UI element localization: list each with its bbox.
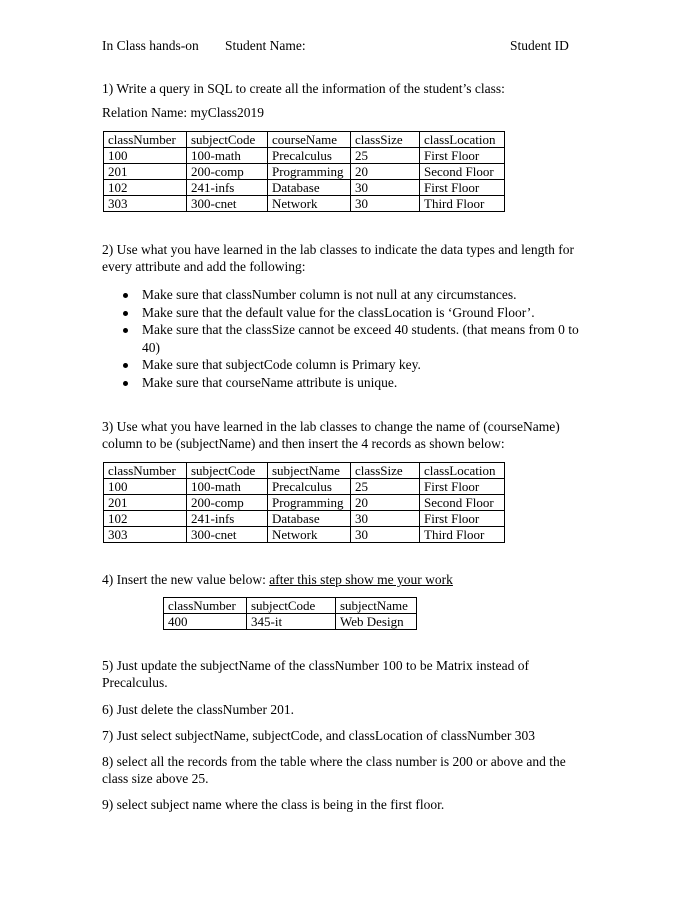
column-header: courseName bbox=[268, 132, 351, 148]
q1-relation-name: Relation Name: myClass2019 bbox=[102, 105, 264, 120]
table-cell: 200-comp bbox=[187, 164, 268, 180]
q4-table bbox=[163, 597, 417, 630]
column-header: subjectName bbox=[268, 463, 351, 479]
q3-text: 3) Use what you have learned in the lab classes to change the name of (courseName) column to be (subjectName) and then insert the 4 records as shown below: bbox=[102, 419, 560, 451]
q1-table bbox=[103, 131, 505, 212]
table-cell: First Floor bbox=[420, 511, 505, 527]
table-cell: First Floor bbox=[420, 180, 505, 196]
table-cell: 400 bbox=[164, 614, 247, 630]
table-cell: 30 bbox=[351, 196, 420, 212]
table-cell: 100-math bbox=[187, 148, 268, 164]
table-cell: 25 bbox=[351, 148, 420, 164]
table-cell: Second Floor bbox=[420, 495, 505, 511]
table-cell: 201 bbox=[104, 164, 187, 180]
table-cell: Precalculus bbox=[268, 479, 351, 495]
table-cell: 102 bbox=[104, 511, 187, 527]
table-cell: Network bbox=[268, 527, 351, 543]
table-cell: 30 bbox=[351, 180, 420, 196]
q4-text bbox=[102, 572, 453, 588]
table-cell: 100 bbox=[104, 479, 187, 495]
column-header: classSize bbox=[351, 463, 420, 479]
table-cell: Network bbox=[268, 196, 351, 212]
table-cell: 30 bbox=[351, 511, 420, 527]
table-row bbox=[104, 196, 505, 212]
table-cell: 200-comp bbox=[187, 495, 268, 511]
table-cell: Precalculus bbox=[268, 148, 351, 164]
q9-text: 9) select subject name where the class is being in the first floor. bbox=[102, 797, 445, 812]
q8-text: 8) select all the records from the table where the class number is 200 or above and the class size above 25. bbox=[102, 754, 566, 786]
q7-text: 7) Just select subjectName, subjectCode, and classLocation of classNumber 303 bbox=[102, 728, 536, 743]
table-cell: 100-math bbox=[187, 479, 268, 495]
table-row bbox=[104, 479, 505, 495]
table-row bbox=[104, 495, 505, 511]
table-cell: 300-cnet bbox=[187, 196, 268, 212]
list-item: Make sure that courseName attribute is unique. bbox=[120, 374, 600, 392]
table-row bbox=[164, 614, 417, 630]
table-cell: 303 bbox=[104, 196, 187, 212]
list-item: Make sure that subjectCode column is Primary key. bbox=[120, 356, 600, 374]
table-cell: Third Floor bbox=[420, 527, 505, 543]
table-cell: First Floor bbox=[420, 148, 505, 164]
table-cell: 241-infs bbox=[187, 180, 268, 196]
column-header: subjectCode bbox=[187, 463, 268, 479]
table-cell: Programming bbox=[268, 495, 351, 511]
table-cell: 303 bbox=[104, 527, 187, 543]
header-course: In Class hands-on bbox=[102, 38, 199, 53]
header-student-id: Student ID bbox=[510, 38, 569, 53]
column-header: classNumber bbox=[104, 463, 187, 479]
table-cell: 100 bbox=[104, 148, 187, 164]
header-student-name: Student Name: bbox=[225, 38, 306, 53]
table-cell: Programming bbox=[268, 164, 351, 180]
column-header: classNumber bbox=[104, 132, 187, 148]
table-row bbox=[104, 527, 505, 543]
q4-instruction: 4) Insert the new value below: bbox=[102, 572, 270, 587]
table-cell: 20 bbox=[351, 495, 420, 511]
table-cell: 241-infs bbox=[187, 511, 268, 527]
table-cell: 20 bbox=[351, 164, 420, 180]
table-header-row bbox=[104, 132, 505, 148]
table-row bbox=[104, 511, 505, 527]
table-cell: Database bbox=[268, 511, 351, 527]
q5-text: 5) Just update the subjectName of the classNumber 100 to be Matrix instead of Precalculus. bbox=[102, 658, 530, 690]
q3-table bbox=[103, 462, 505, 543]
table-row bbox=[104, 148, 505, 164]
table-row bbox=[104, 180, 505, 196]
table-cell: Database bbox=[268, 180, 351, 196]
table-cell: Third Floor bbox=[420, 196, 505, 212]
q2-bullet-list bbox=[120, 286, 600, 391]
column-header: classNumber bbox=[164, 598, 247, 614]
table-header-row bbox=[104, 463, 505, 479]
table-row bbox=[104, 164, 505, 180]
table-header-row bbox=[164, 598, 417, 614]
column-header: subjectName bbox=[336, 598, 417, 614]
column-header: subjectCode bbox=[187, 132, 268, 148]
table-cell: 102 bbox=[104, 180, 187, 196]
column-header: classLocation bbox=[420, 463, 505, 479]
list-item: Make sure that classNumber column is not null at any circumstances. bbox=[120, 286, 600, 304]
table-cell: 300-cnet bbox=[187, 527, 268, 543]
q2-text: 2) Use what you have learned in the lab classes to indicate the data types and length for every attribute and add the following: bbox=[102, 242, 574, 274]
table-cell: 25 bbox=[351, 479, 420, 495]
q6-text: 6) Just delete the classNumber 201. bbox=[102, 702, 294, 717]
table-cell: 345-it bbox=[247, 614, 336, 630]
column-header: classSize bbox=[351, 132, 420, 148]
table-cell: First Floor bbox=[420, 479, 505, 495]
column-header: subjectCode bbox=[247, 598, 336, 614]
q4-underlined-note: after this step show me your work bbox=[269, 572, 453, 587]
table-cell: 201 bbox=[104, 495, 187, 511]
table-cell: Second Floor bbox=[420, 164, 505, 180]
q1-text: 1) Write a query in SQL to create all the information of the student’s class: bbox=[102, 81, 505, 96]
table-cell: Web Design bbox=[336, 614, 417, 630]
column-header: classLocation bbox=[420, 132, 505, 148]
list-item: Make sure that the classSize cannot be exceed 40 students. (that means from 0 to 40) bbox=[120, 321, 600, 356]
table-cell: 30 bbox=[351, 527, 420, 543]
list-item: Make sure that the default value for the classLocation is ‘Ground Floor’. bbox=[120, 304, 600, 322]
